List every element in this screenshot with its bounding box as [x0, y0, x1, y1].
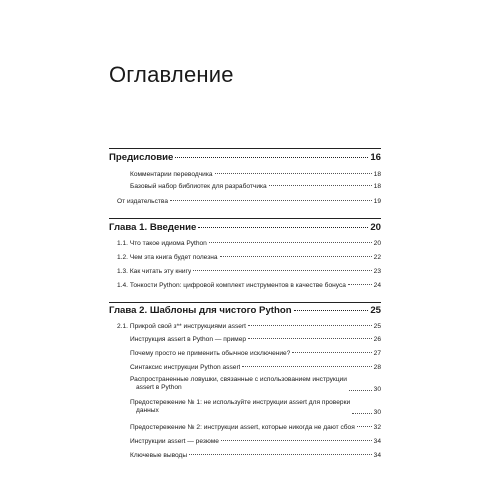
toc-page-number: 26	[373, 336, 381, 343]
toc-entry-title: Ключевые выводы	[130, 452, 188, 459]
toc-entry-title: 1.1. Что такое идиома Python	[117, 240, 207, 247]
dot-leader	[248, 338, 372, 339]
toc-entry[interactable]	[109, 323, 381, 330]
toc-page-number: 20	[373, 240, 381, 247]
toc-page-number: 19	[373, 198, 381, 205]
toc-chapter[interactable]	[109, 222, 381, 235]
dot-leader	[221, 440, 372, 441]
chapter-rule	[109, 218, 381, 219]
toc-entry-title: Базовый набор библиотек для разработчика	[130, 183, 267, 190]
toc-chapter-title: Предисловие	[109, 152, 174, 163]
dot-leader	[193, 270, 371, 271]
toc-entry-title: От издательства	[117, 198, 169, 205]
toc-chapter[interactable]	[109, 305, 381, 318]
toc-page-number: 24	[373, 282, 381, 289]
dot-leader	[170, 200, 372, 201]
toc-entry-title: 1.2. Чем эта книга будет полезна	[117, 254, 218, 261]
toc-entry-title: 1.4. Тонкости Python: цифровой комплект инструментов в качестве бонуса	[117, 282, 346, 289]
toc-entry[interactable]	[109, 240, 381, 247]
dot-leader	[294, 310, 369, 311]
toc-page-number: 18	[373, 183, 381, 190]
toc-chapter-title: Глава 2. Шаблоны для чистого Python	[109, 305, 292, 316]
toc-entry[interactable]	[109, 438, 381, 445]
toc-page-number: 18	[373, 171, 381, 178]
toc-entry[interactable]	[109, 376, 381, 393]
dot-leader	[292, 352, 371, 353]
toc-chapter-title: Глава 1. Введение	[109, 222, 197, 233]
toc-page-number: 28	[373, 364, 381, 371]
toc-entry[interactable]	[109, 254, 381, 261]
chapter-rule	[109, 302, 381, 303]
toc-chapter[interactable]	[109, 152, 381, 165]
dot-leader	[215, 173, 372, 174]
toc-entry-title: Почему просто не применить обычное исключение?	[130, 350, 291, 357]
toc-entry[interactable]	[109, 282, 381, 289]
toc-entry[interactable]	[109, 452, 381, 459]
dot-leader	[352, 413, 372, 414]
toc-entry-title: Предостережение № 2: инструкции assert, которые никогда не дают сбоя	[130, 424, 355, 431]
toc-entry[interactable]	[109, 399, 381, 416]
toc-entry-title-line2: assert в Python	[136, 384, 182, 392]
dot-leader	[348, 284, 372, 285]
dot-leader	[242, 366, 371, 367]
toc-page-number: 20	[370, 222, 381, 233]
toc-page-number: 34	[373, 438, 381, 445]
dot-leader	[248, 325, 372, 326]
toc-page-number: 23	[373, 268, 381, 275]
toc-entry-title: Инструкция assert в Python — пример	[130, 336, 247, 343]
toc-entry[interactable]	[109, 183, 381, 190]
toc-page-number: 25	[373, 323, 381, 330]
dot-leader	[198, 227, 368, 228]
toc-entry-title	[130, 399, 350, 416]
toc-entry-title: 1.3. Как читать эту книгу	[117, 268, 192, 275]
toc-entry-title: 2.1. Прикрой свой з** инструкциями assert	[117, 323, 246, 330]
toc-entry[interactable]	[109, 350, 381, 357]
dot-leader	[209, 242, 372, 243]
toc-entry-title: Комментарии переводчика	[130, 171, 213, 178]
toc-page-number: 32	[373, 424, 381, 431]
dot-leader	[269, 185, 372, 186]
dot-leader	[189, 454, 372, 455]
dot-leader	[220, 256, 372, 257]
toc-page-number: 27	[373, 350, 381, 357]
dot-leader	[357, 426, 372, 427]
toc-page-number: 22	[373, 254, 381, 261]
toc-page-number: 30	[373, 408, 381, 416]
page-title: Оглавление	[109, 62, 234, 87]
toc-page-number: 25	[370, 305, 381, 316]
toc-entry[interactable]	[109, 171, 381, 178]
toc-entry-title-line2: данных	[136, 407, 159, 415]
toc-page-number: 34	[373, 452, 381, 459]
toc-entry-title: Синтаксис инструкции Python assert	[130, 364, 241, 371]
toc-entry[interactable]	[109, 364, 381, 371]
toc-entry[interactable]	[109, 268, 381, 275]
toc-entry-title-line1: Распространенные ловушки, связанные с использованием инструкции	[130, 376, 347, 383]
dot-leader	[349, 390, 372, 391]
toc-entry[interactable]	[109, 424, 381, 431]
toc-entry-title	[130, 376, 347, 393]
toc-entry[interactable]	[109, 336, 381, 343]
chapter-rule	[109, 148, 381, 149]
toc-entry-title: Инструкции assert — резюме	[130, 438, 219, 445]
toc-entry[interactable]	[109, 198, 381, 205]
dot-leader	[175, 157, 368, 158]
toc-page-number: 30	[373, 385, 381, 393]
toc-entry-title-line1: Предостережение № 1: не используйте инструкции assert для проверки	[130, 399, 351, 406]
toc-page-number: 16	[370, 152, 381, 163]
